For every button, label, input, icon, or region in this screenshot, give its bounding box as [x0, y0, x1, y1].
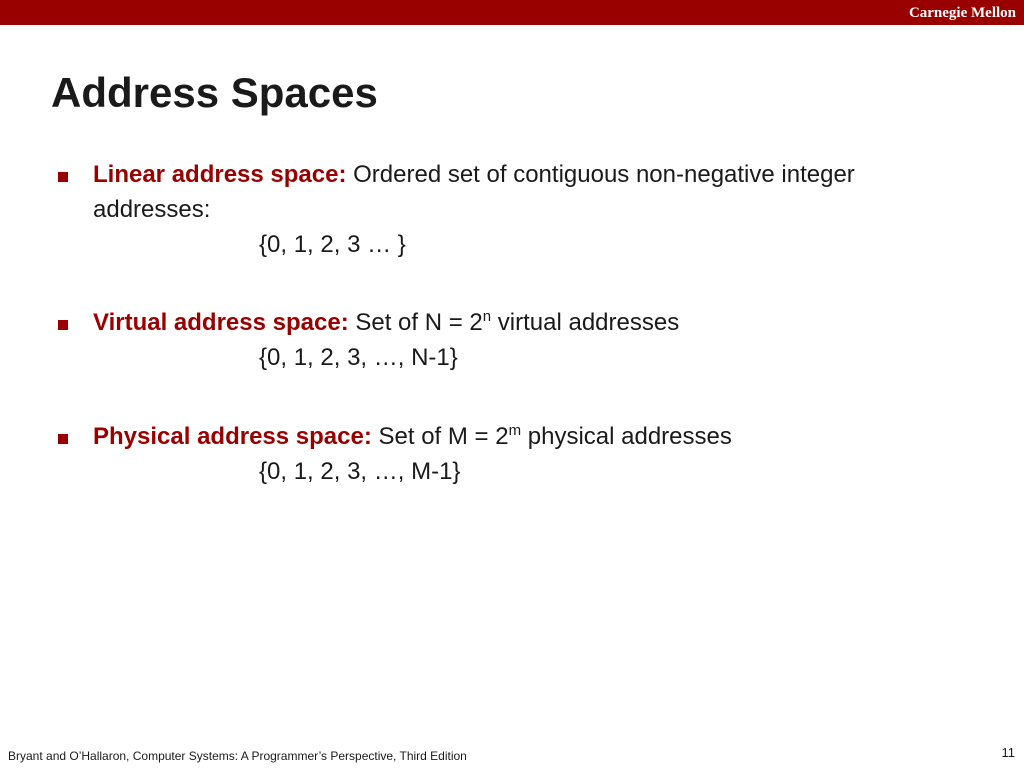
- linear-address-space-set: {0, 1, 2, 3 … }: [259, 231, 406, 258]
- top-bar: [0, 0, 1024, 25]
- linear-address-space-line: [93, 158, 855, 192]
- virtual-address-space-line: [93, 306, 679, 340]
- footer-citation: Bryant and O’Hallaron, Computer Systems: A Programmer’s Perspective, Third Edition: [8, 749, 467, 763]
- physical-address-space-description: [379, 423, 732, 450]
- physical-desc-exponent: m: [508, 422, 522, 439]
- slide-title: Address Spaces: [51, 69, 378, 116]
- bullet-square-icon: [58, 320, 68, 330]
- virtual-address-space-set: {0, 1, 2, 3, …, N-1}: [259, 344, 458, 371]
- physical-address-space-term: Physical address space:: [93, 423, 372, 450]
- virtual-address-space-description: [355, 309, 679, 336]
- physical-address-space-set: {0, 1, 2, 3, …, M-1}: [259, 458, 461, 485]
- brand-label: Carnegie Mellon: [908, 5, 1016, 21]
- linear-address-space-description: Ordered set of contiguous non-negative integer: [353, 161, 855, 188]
- bullet-square-icon: [58, 172, 68, 182]
- virtual-desc-post: virtual addresses: [497, 309, 680, 336]
- physical-desc-post: physical addresses: [527, 423, 732, 450]
- physical-address-space-line: [93, 420, 732, 454]
- virtual-address-space-term: Virtual address space:: [93, 309, 349, 336]
- linear-address-space-term: Linear address space:: [93, 161, 347, 188]
- bullet-square-icon: [58, 434, 68, 444]
- linear-address-space-line2: addresses:: [93, 196, 211, 223]
- page-number: 11: [1001, 745, 1015, 760]
- virtual-desc-pre: Set of N = 2: [355, 309, 483, 336]
- physical-desc-pre: Set of M = 2: [378, 423, 509, 450]
- virtual-desc-exponent: n: [482, 308, 492, 325]
